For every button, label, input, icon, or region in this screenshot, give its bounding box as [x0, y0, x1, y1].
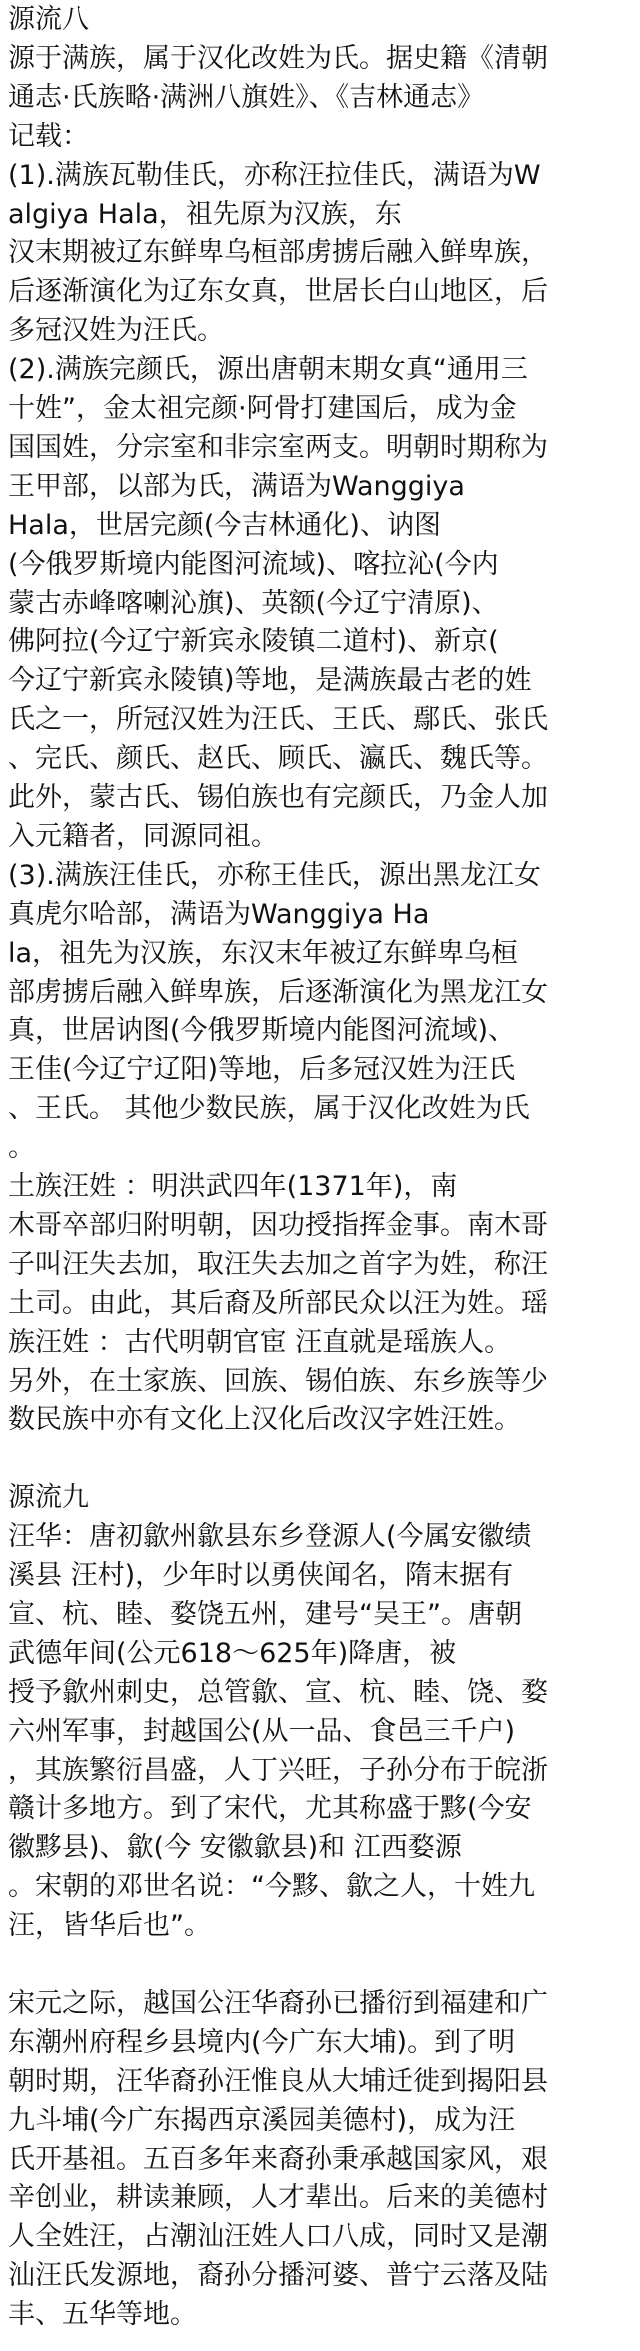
text-line: (3).满族汪佳氏，亦称王佳氏，源出黑龙江女 — [8, 859, 541, 891]
text-line: 蒙古赤峰喀喇沁旗)、英额(今辽宁清原)、 — [8, 587, 499, 619]
text-line: 丰、五华等地。 — [8, 2299, 197, 2331]
text-line: 武德年间(公元618～625年)降唐，被 — [8, 1637, 457, 1669]
text-line: 。宋朝的邓世名说：“今黟、歙之人，十姓九 — [8, 1871, 535, 1903]
text-line: 木哥卒部归附明朝，因功授指挥金事。南木哥 — [8, 1209, 548, 1241]
text-line: 数民族中亦有文化上汉化后改汉字姓汪姓。 — [8, 1404, 521, 1436]
text-line: 辛创业，耕读兼顾，人才辈出。后来的美德村 — [8, 2182, 548, 2214]
text-line: 汪华：唐初歙州歙县东乡登源人(今属安徽绩 — [8, 1521, 532, 1553]
text-line: 朝时期，汪华裔孙汪惟良从大埔迁徙到揭阳县 — [8, 2065, 548, 2097]
text-line: 、王氏。 其他少数民族，属于汉化改姓为氏 — [8, 1093, 530, 1125]
text-line: 六州军事，封越国公(从一品、食邑三千户) — [8, 1715, 516, 1747]
text-line: 汕汪氏发源地，裔孙分播河婆、普宁云落及陆 — [8, 2260, 548, 2292]
text-line: Hala，世居完颜(今吉林通化)、讷图 — [8, 509, 441, 541]
text-line: 、完氏、颜氏、赵氏、顾氏、瀛氏、魏氏等。 — [8, 743, 548, 775]
text-line: 国国姓，分宗室和非宗室两支。明朝时期称为 — [8, 431, 548, 463]
text-line: 土族汪姓 ：明洪武四年(1371年)，南 — [8, 1171, 458, 1202]
text-line: 记载： — [8, 120, 89, 152]
text-line: 佛阿拉(今辽宁新宾永陵镇二道村)、新京( — [8, 626, 499, 658]
text-line: 徽黟县)、歙(今 安徽歙县)和 江西婺源 — [8, 1832, 462, 1864]
text-line: 真虎尔哈部，满语为Wanggiya Ha — [8, 898, 430, 930]
text-line: 入元籍者，同源同祖。 — [8, 820, 278, 852]
text-line: 后逐渐演化为辽东女真，世居长白山地区，后 — [8, 276, 548, 308]
text-line: 汉末期被辽东鲜卑乌桓部虏掳后融入鲜卑族， — [8, 237, 548, 269]
text-line: 族汪姓 ：古代明朝官宦 汪直就是瑶族人。 — [8, 1326, 512, 1358]
text-line: 授予歙州刺史，总管歙、宣、杭、睦、饶、婺 — [8, 1676, 548, 1708]
text-line: 。 — [8, 1132, 35, 1164]
text-line: 十姓”，金太祖完颜·阿骨打建国后，成为金 — [8, 393, 517, 424]
text-line: la，祖先为汉族，东汉末年被辽东鲜卑乌桓 — [8, 937, 519, 969]
text-line: 真，世居讷图(今俄罗斯境内能图河流域)、 — [8, 1015, 516, 1047]
text-line: ，其族繁衍昌盛，人丁兴旺，子孙分布于皖浙 — [8, 1754, 548, 1786]
text-line: 另外，在土家族、回族、锡伯族、东乡族等少 — [8, 1365, 548, 1397]
text-line: 九斗埔(今广东揭西京溪园美德村)，成为汪 — [8, 2104, 516, 2136]
text-line: 土司。由此，其后裔及所部民众以汪为姓。瑶 — [8, 1287, 548, 1319]
text-line: 此外，蒙古氏、锡伯族也有完颜氏，乃金人加 — [8, 782, 548, 813]
text-line: 王佳(今辽宁辽阳)等地，后多冠汉姓为汪氏 — [8, 1054, 516, 1086]
text-line: 部虏掳后融入鲜卑族，后逐渐演化为黑龙江女 — [8, 976, 548, 1008]
text-line: 氏之一，所冠汉姓为汪氏、王氏、鄢氏、张氏 — [8, 704, 548, 736]
text-line: 多冠汉姓为汪氏。 — [8, 315, 224, 347]
text-line: 汪，皆华后也”。 — [8, 1910, 211, 1942]
text-line: algiya Hala，祖先原为汉族，东 — [8, 198, 402, 230]
text-line: 人全姓汪，占潮汕汪姓人口八成，同时又是潮 — [8, 2221, 548, 2253]
text-line: 东潮州府程乡县境内(今广东大埔)。到了明 — [8, 2026, 516, 2058]
text-line: (1).满族瓦勒佳氏，亦称汪拉佳氏，满语为W — [8, 159, 541, 191]
text-line: 氏开基祖。五百多年来裔孙秉承越国家风，艰 — [8, 2143, 548, 2175]
text-line: 宣、杭、睦、婺饶五州，建号“吴王”。唐朝 — [8, 1598, 522, 1630]
text-line: (今俄罗斯境内能图河流域)、喀拉沁(今内 — [8, 548, 499, 580]
text-line: 源于满族，属于汉化改姓为氏。据史籍《清朝 — [8, 42, 548, 74]
text-line: (2).满族完颜氏，源出唐朝末期女真“通用三 — [8, 354, 528, 386]
text-line: 子叫汪失去加，取汪失去加之首字为姓，称汪 — [8, 1248, 548, 1280]
text-line: 溪县 汪村)，少年时以勇侠闻名，隋末据有 — [8, 1560, 514, 1591]
text-line: 赣计多地方。到了宋代，尤其称盛于黟(今安 — [8, 1793, 532, 1825]
text-line: 今辽宁新宾永陵镇)等地，是满族最古老的姓 — [8, 665, 532, 697]
text-line: 王甲部，以部为氏，满语为Wanggiya — [8, 470, 465, 502]
text-line: 通志·氏族略·满洲八旗姓》、《吉林通志》 — [8, 81, 485, 113]
text-line: 源流九 — [8, 1482, 89, 1514]
text-line: 宋元之际，越国公汪华裔孙已播衍到福建和广 — [8, 1987, 548, 2019]
text-line: 源流八 — [8, 4, 89, 35]
